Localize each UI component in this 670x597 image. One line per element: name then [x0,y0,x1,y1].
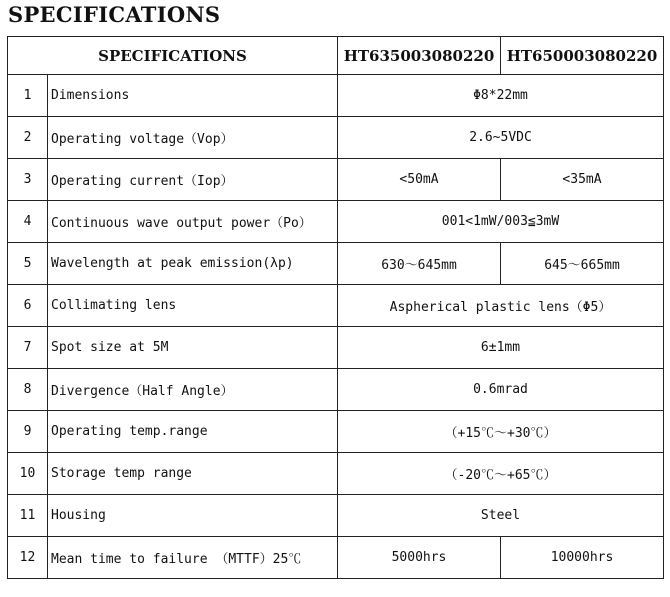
row-value-model-b: <35mA [501,159,664,201]
row-number: 11 [8,495,48,537]
row-number: 1 [8,75,48,117]
table-header-row [8,37,664,75]
row-number: 12 [8,537,48,579]
row-value: Steel [338,495,664,537]
table-row [8,243,664,285]
row-parameter: Operating voltage（Vop） [48,117,338,159]
row-parameter: Storage temp range [48,453,338,495]
row-parameter: Housing [48,495,338,537]
row-parameter: Wavelength at peak emission(λp) [48,243,338,285]
row-value: Aspherical plastic lens（Φ5） [338,285,664,327]
row-parameter: Continuous wave output power（Po） [48,201,338,243]
row-value-model-a: 5000hrs [338,537,501,579]
row-parameter: Operating current（Iop） [48,159,338,201]
row-value: 6±1mm [338,327,664,369]
table-row [8,411,664,453]
page-title: SPECIFICATIONS [8,2,221,27]
table-row [8,327,664,369]
table-row [8,285,664,327]
row-parameter: Operating temp.range [48,411,338,453]
row-number: 10 [8,453,48,495]
header-model-a: HT635003080220 [338,37,501,75]
row-number: 9 [8,411,48,453]
row-number: 3 [8,159,48,201]
row-value-model-a: <50mA [338,159,501,201]
row-value: （-20℃～+65℃） [338,453,664,495]
row-value-model-a: 630～645mm [338,243,501,285]
table-row [8,369,664,411]
row-number: 8 [8,369,48,411]
header-spec: SPECIFICATIONS [8,37,338,75]
table-row [8,201,664,243]
table-row [8,159,664,201]
row-parameter: Spot size at 5M [48,327,338,369]
row-value: Φ8*22mm [338,75,664,117]
table-row [8,537,664,579]
row-value-model-b: 645～665mm [501,243,664,285]
row-value: （+15℃～+30℃） [338,411,664,453]
row-value: 2.6~5VDC [338,117,664,159]
row-number: 6 [8,285,48,327]
row-number: 7 [8,327,48,369]
row-number: 2 [8,117,48,159]
row-value: 001<1mW/003≦3mW [338,201,664,243]
row-parameter: Divergence（Half Angle） [48,369,338,411]
header-model-b: HT650003080220 [501,37,664,75]
row-parameter: Dimensions [48,75,338,117]
table-row [8,117,664,159]
row-parameter: Mean time to failure （MTTF）25℃ [48,537,338,579]
row-value: 0.6mrad [338,369,664,411]
table-row [8,495,664,537]
table-row [8,453,664,495]
table-row [8,75,664,117]
row-parameter: Collimating lens [48,285,338,327]
row-number: 5 [8,243,48,285]
specifications-table [7,36,664,579]
row-value-model-b: 10000hrs [501,537,664,579]
row-number: 4 [8,201,48,243]
